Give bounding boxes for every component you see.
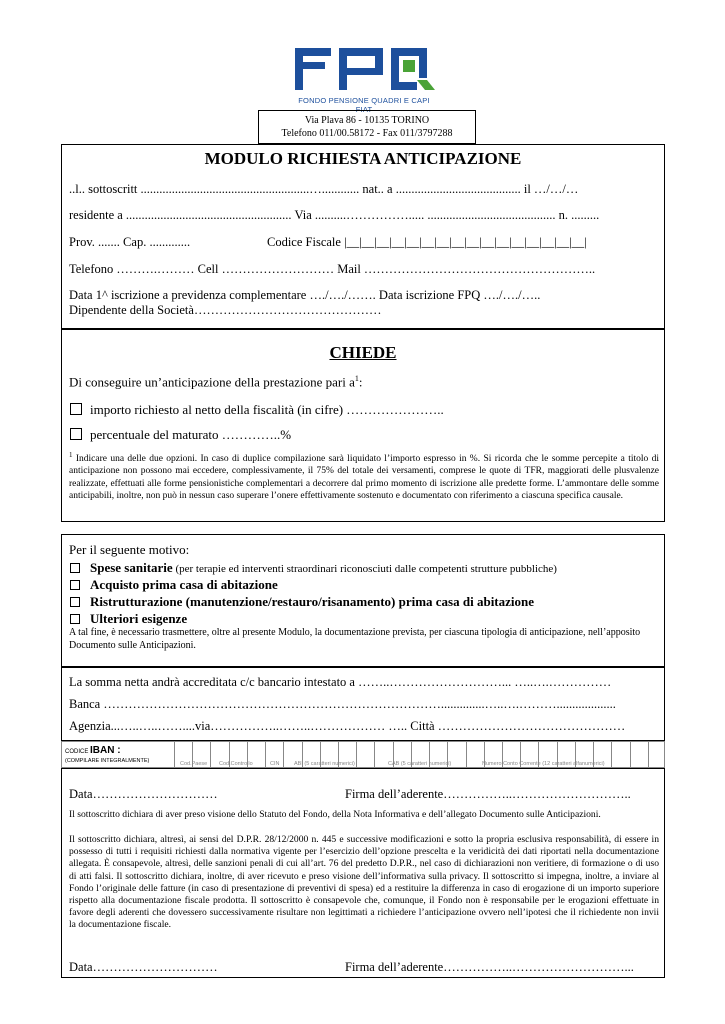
request-intro-colon: : — [358, 374, 363, 390]
iban-char-cell[interactable] — [630, 742, 649, 768]
signature-field[interactable]: Firma dell’aderente……………..……………………….. — [345, 787, 631, 801]
logo-subtitle: FONDO PENSIONE QUADRI E CAPI FIAT — [298, 96, 430, 114]
iban-part-abi: ABI (5 caratteri numerici) — [294, 761, 355, 767]
reason-medical-detail: (per terapie ed interventi straordinari riconosciuti dalle competenti strutture pubbliche) — [172, 563, 557, 575]
reason-medical[interactable] — [70, 560, 557, 576]
option-amount[interactable] — [70, 402, 444, 418]
documentation-note: A tal fine, è necessario trasmettere, oltre al presente Modulo, la documentazione prevista, per ciascuna tipologia di anticipazione, nell’apposito Documento sulle Anticipazioni. — [69, 627, 641, 651]
applicant-name-birth-line[interactable]: ..l.. sottoscritt ......................................................…............ nat.. a ........................................ il …/…/… — [69, 182, 579, 196]
iban-part-country: Cod.Paese — [180, 761, 208, 767]
iban-char-cell[interactable] — [648, 742, 667, 768]
date-field[interactable]: Data………………………… — [69, 787, 218, 801]
request-section — [61, 329, 665, 522]
chiede-title — [62, 343, 664, 363]
iban-part-cab: CAB (5 caratteri numerici) — [388, 761, 452, 767]
reason-first-home[interactable] — [70, 577, 278, 593]
date-field-2[interactable]: Data………………………… — [69, 960, 218, 974]
reason-other-label: Ulteriori esigenze — [90, 611, 188, 626]
chiede-title-text: CHIEDE — [329, 343, 397, 362]
iban-part-cin: CIN — [270, 761, 280, 767]
enrollment-dates-line[interactable]: Data 1^ iscrizione a previdenza complementare …./…./……. Data iscrizione FPQ …./…./….. — [69, 288, 541, 302]
footnote-ref: 1 — [354, 374, 359, 383]
address-line: Via Plava 86 - 10135 TORINO — [304, 115, 430, 126]
reason-renovation[interactable] — [70, 594, 534, 610]
option-amount-label: importo richiesto al netto della fiscalità (in cifre) ………………….. — [90, 402, 444, 417]
footnote-mark: 1 — [69, 451, 73, 459]
reason-renovation-label: Ristrutturazione (manutenzione/restauro/risanamento) prima casa di abitazione — [90, 594, 535, 609]
reason-other[interactable] — [70, 611, 187, 627]
iban-part-check: Cod.Controllo — [219, 761, 253, 767]
iban-label-main: IBAN : — [90, 745, 121, 756]
province-cap-field[interactable]: Prov. ....... Cap. ............. — [69, 235, 191, 249]
iban-label-sub: (COMPILARE INTEGRALMENTE) — [65, 758, 150, 764]
reason-section — [61, 534, 665, 667]
reason-medical-label: Spese sanitarie — [90, 560, 173, 575]
option-percentage-label: percentuale del maturato …………..% — [90, 427, 292, 442]
employer-field[interactable]: Dipendente della Società……………………………………… — [69, 303, 382, 317]
personal-data-section — [61, 144, 665, 329]
footnote-text: Indicare una delle due opzioni. In caso di duplice compilazione sarà liquidato l’importo espresso in %. Si ricorda che le somme percepite a titolo di anticipazione non possono mai eccedere, complessivamente, il 75% del totale dei versamenti, comprese le quote di TFR, maggiorati delle plusvalenze realizzate, effettuati alle forme pensionistiche complementari a decorrere dal primo momento di iscrizione alle predette forme. L’ammontare delle somme anticipabili, inoltre, non può in nessun caso superare l’onere effettivamente sostenuto e documentato con riferimento a ciascuna specifica causale. — [69, 454, 660, 501]
footnote — [69, 449, 659, 502]
declaration-statute: Il sottoscritto dichiara di aver preso visione dello Statuto del Fondo, della Nota Informativa e dell’allegato Documento sulle Anticipazioni. — [69, 809, 601, 820]
address-box — [258, 110, 476, 144]
signature-section — [61, 768, 665, 978]
other-checkbox[interactable] — [70, 614, 80, 624]
percentage-checkbox[interactable] — [70, 428, 82, 440]
iban-char-cell[interactable] — [611, 742, 630, 768]
medical-checkbox[interactable] — [70, 563, 80, 573]
request-intro-text: Di conseguire un’anticipazione della prestazione pari a — [69, 374, 355, 390]
iban-label-prefix: CODICE — [65, 749, 89, 755]
residence-line[interactable]: residente a ..................................................... Via ..........……………..... ......................................... n. ......... — [69, 208, 600, 222]
contacts-line[interactable]: Telefono ……….……… Cell ……………………… Mail ……………………………………………….. — [69, 262, 596, 276]
renovation-checkbox[interactable] — [70, 597, 80, 607]
reason-first-home-label: Acquisto prima casa di abitazione — [90, 577, 278, 592]
iban-part-account: Numero Conto Corrente (12 caratteri alfanumerici) — [482, 761, 605, 767]
reason-intro: Per il seguente motivo: — [69, 542, 190, 557]
bank-field[interactable]: Banca ………………………………………………………………………..............…..….………................... — [69, 697, 616, 711]
account-holder-field[interactable]: La somma netta andrà accreditata c/c bancario intestato a ……..………………………... …..….…………… — [69, 675, 612, 689]
fiscal-code-field[interactable]: Codice Fiscale |__|__|__|__|__|__|__|__|__|__|__|__|__|__|__|__| — [267, 235, 587, 249]
first-home-checkbox[interactable] — [70, 580, 80, 590]
signature-field-2[interactable]: Firma dell’aderente……………..………………………... — [345, 960, 634, 974]
iban-label — [65, 745, 121, 756]
fpq-logo — [293, 44, 435, 114]
iban-row — [61, 741, 665, 768]
fpq-logo-graphic — [293, 44, 435, 96]
option-percentage[interactable] — [70, 427, 291, 443]
declaration-dpr: Il sottoscritto dichiara, altresì, ai sensi del D.P.R. 28/12/2000 n. 445 e successive modificazioni e sotto la propria esclusiva responsabilità, di essere in possesso di tutti i requisiti richiesti dalla normativa vigente per l’esercizio dell’opzione prescelta e la veridicità dei dati riportati nella documentazione allegata. È consapevole, altresì, delle sanzioni penali di cui all’art. 76 del predetto D.P.R., nel caso di dichiarazioni non veritiere, di formazione o di uso di atti falsi. Il sottoscritto dichiara, inoltre, di aver ricevuto e preso visione dell’informativa sulla privacy. Il sottoscritto si impegna, inoltre, a inviare al Fondo l’originale delle fatture (in caso di presentazione di preventivi di spesa) ed a restituire la differenza in caso di erogazione di un importo superiore rispetto alla documentazione fiscale prodotta. Il sottoscritto è consapevole che, comunque, il Fondo non è responsabile per le erogazioni effettuate in favore degli aderenti che dovessero successivamente risultare non legittimati a richiedere l’anticipazione ovvero nell’ipotesi che il richiedente non invii la documentazione fiscale. — [69, 834, 659, 931]
phone-fax-line: Telefono 011/00.58172 - Fax 011/3797288 — [281, 128, 453, 139]
amount-checkbox[interactable] — [70, 403, 82, 415]
request-intro — [69, 374, 363, 390]
bank-section — [61, 667, 665, 741]
branch-field[interactable]: Agenzia...…..…..……....via……………..……..……………… ….. Città ……………………………………… — [69, 719, 626, 733]
iban-char-cell[interactable] — [356, 742, 375, 768]
form-title: MODULO RICHIESTA ANTICIPAZIONE — [204, 149, 522, 168]
